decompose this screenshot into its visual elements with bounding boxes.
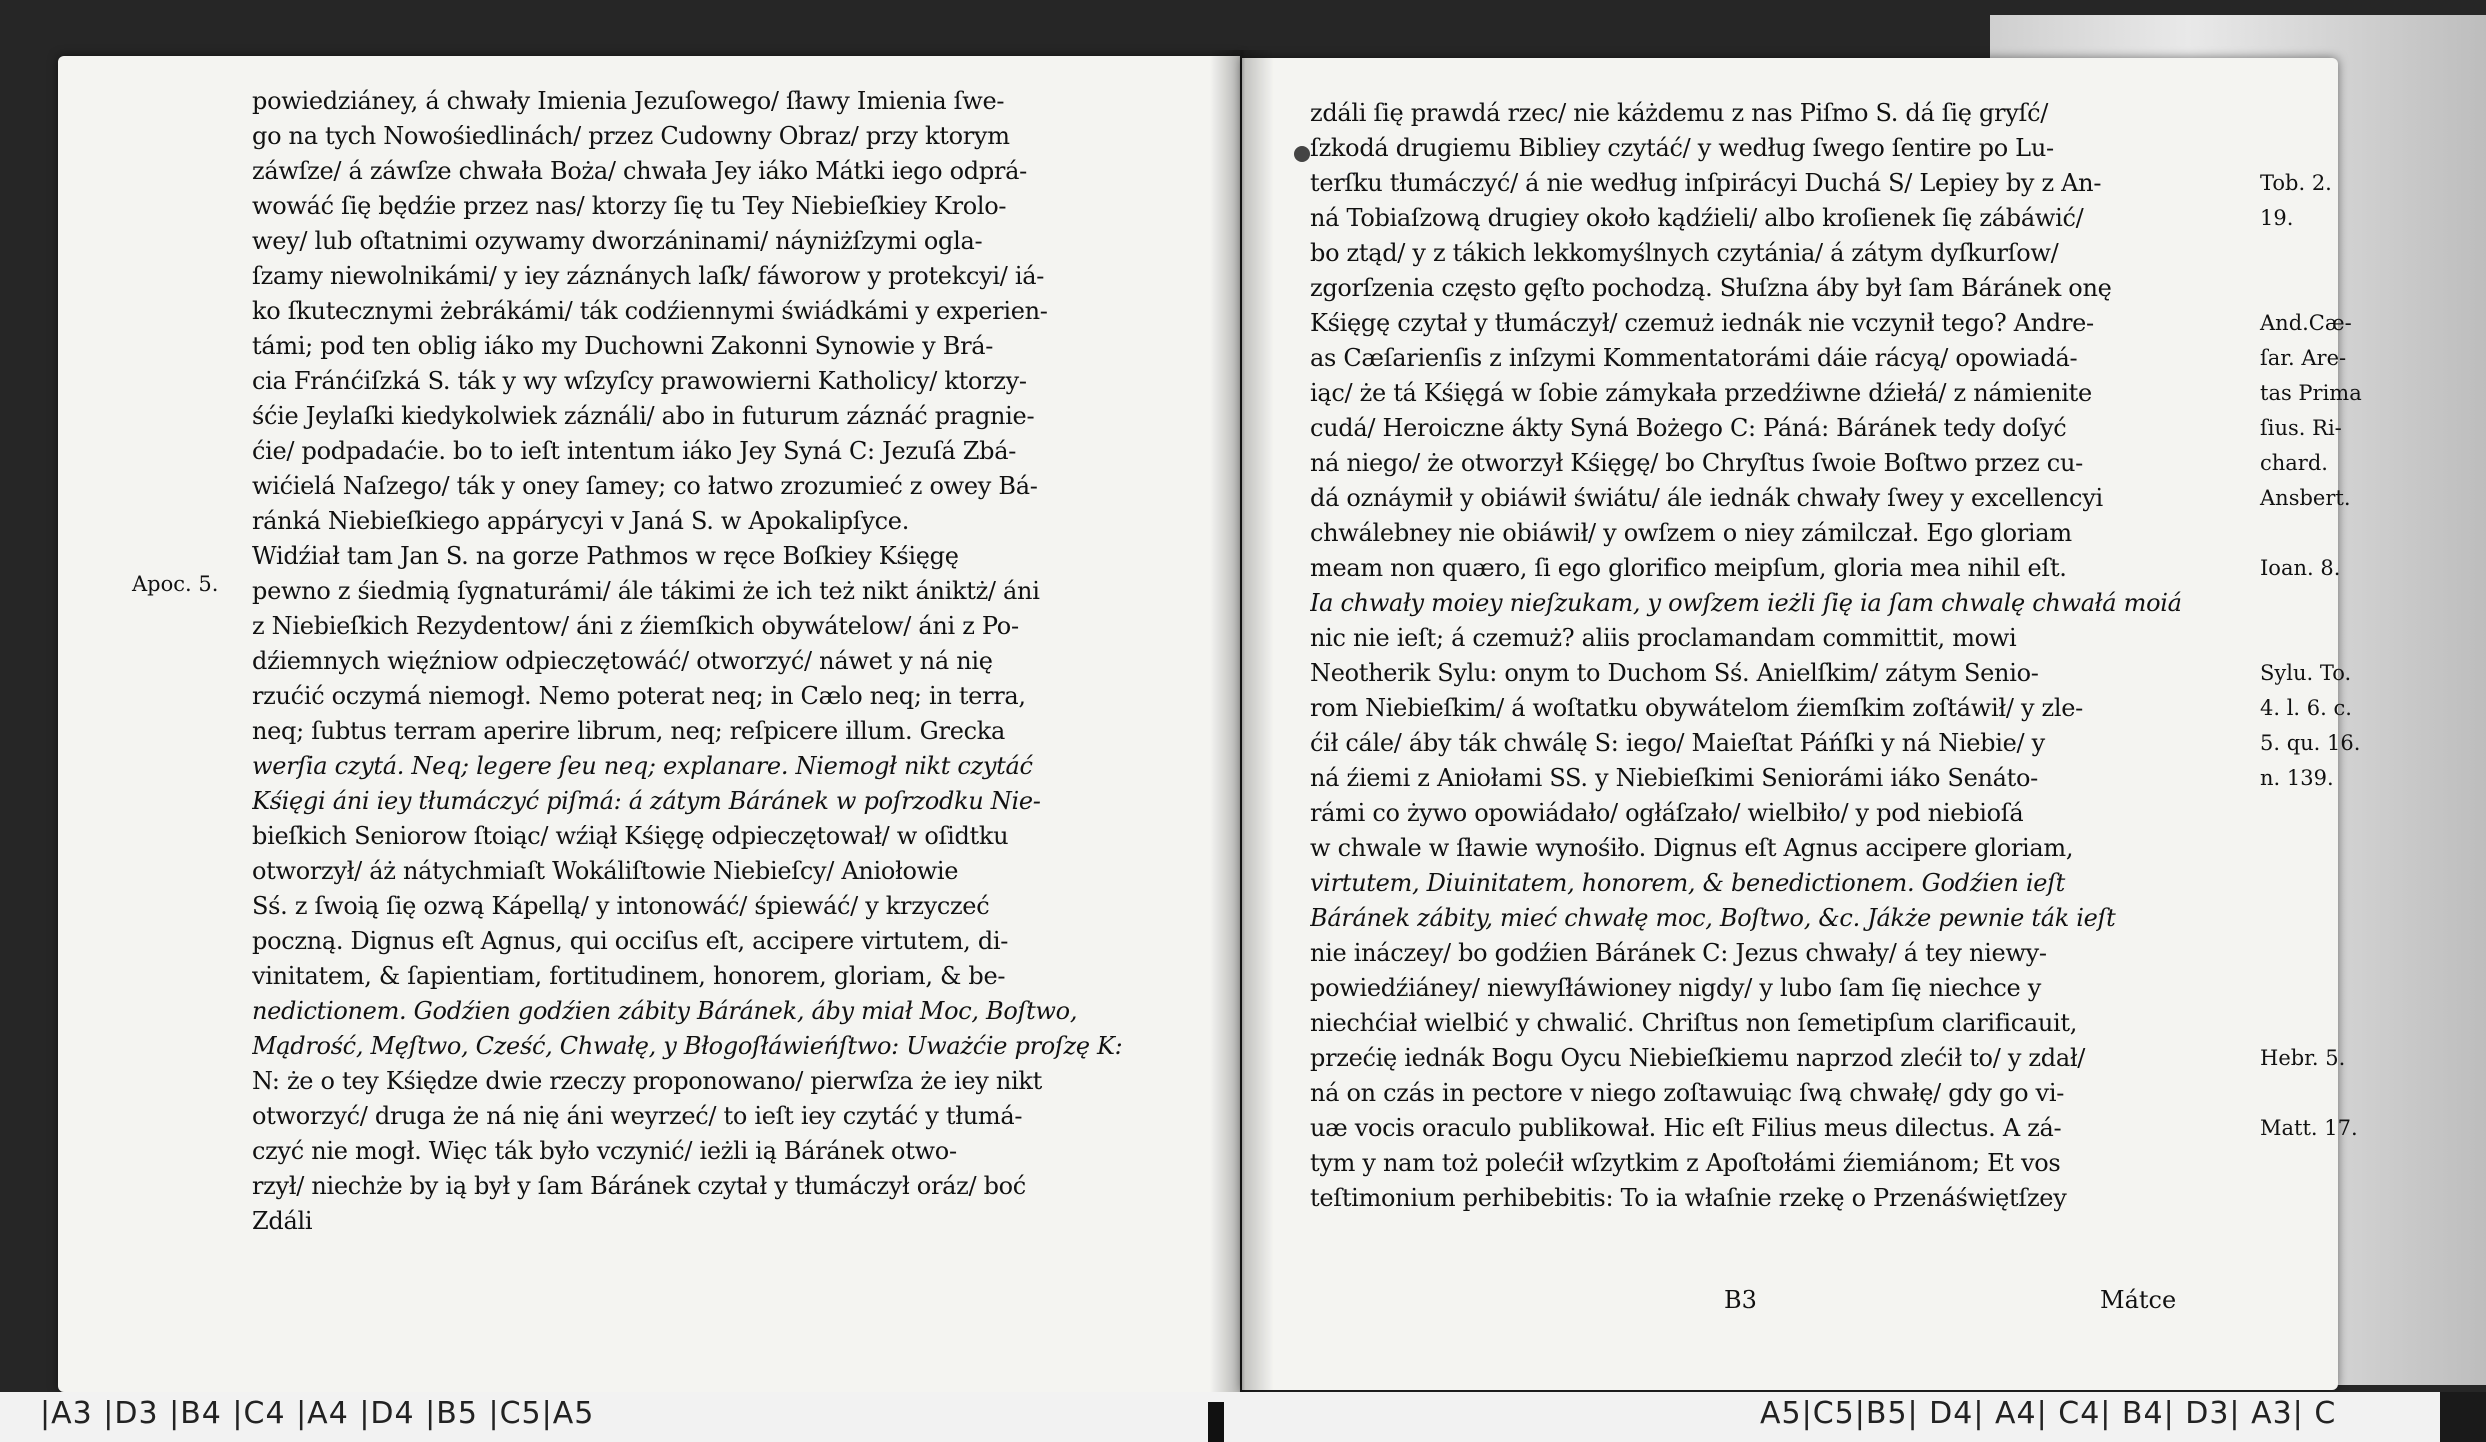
text-line: ná niego/ że otworzył Kśięgę/ bo Chryſtus ſwoie Boſtwo przez cu- — [1310, 449, 2083, 477]
margin-note: ſius. Ri- — [2260, 416, 2342, 440]
text-line: teſtimonium perhibebitis: To ia właſnie rzekę o Przenáświętſzey — [1310, 1184, 2067, 1212]
text-line: ránká Niebieſkiego appárycyi v Janá S. w Apokalipſyce. — [252, 507, 910, 535]
text-line: w chwale w ſławie wynośiło. Dignus eſt Agnus accipere gloriam, — [1310, 834, 2074, 862]
text-line: vinitatem, & ſapientiam, fortitudinem, honorem, gloriam, & be- — [252, 962, 1006, 990]
margin-note — [2260, 96, 2362, 131]
margin-note: Sylu. To. — [2260, 661, 2352, 685]
margin-note — [2260, 971, 2362, 1006]
strip-end-cap — [2440, 1392, 2486, 1442]
text-line: nie ináczey/ bo godźien Báránek C: Jezus chwały/ á tey niewy- — [1310, 939, 2047, 967]
margin-note — [2260, 866, 2362, 901]
text-line: rom Niebieſkim/ á woſtatku obywátelom źiemſkim zoſtáwił/ y zle- — [1310, 694, 2083, 722]
text-line: dá oznáymił y obiáwił świátu/ ále iednák chwały ſwey y excellencyi — [1310, 484, 2103, 512]
scan-calibration-strip — [0, 1392, 2486, 1442]
text-line: rámi co żywo opowiádało/ ogłáſzało/ wielbiło/ y pod niebioſá — [1310, 799, 2024, 827]
text-line: ſzamy niewolnikámi/ y iey záznánych laſk/ fáworow y protekcyi/ iá- — [252, 262, 1045, 290]
left-page-text — [252, 84, 1162, 1239]
text-line: neq; ſubtus terram aperire librum, neq; reſpicere illum. Grecka — [252, 717, 1005, 745]
text-line: niechćiał wielbić y chwalić. Chriſtus non ſemetipſum clarificauit, — [1310, 1009, 2078, 1037]
text-line: uæ vocis oraculo publikował. Hic eſt Filius meus dilectus. A zá- — [1310, 1114, 2062, 1142]
text-line: Zdáli — [252, 1207, 313, 1235]
strip-label-left: |A3 |D3 |B4 |C4 |A4 |D4 |B5 |C5|A5 — [40, 1396, 595, 1431]
text-line: Báránek zábity, mieć chwałę moc, Boſtwo, &c. Jákże pewnie ták ieſt — [1310, 904, 2116, 932]
strip-center-mark — [1208, 1402, 1224, 1442]
text-line: Mądrość, Męſtwo, Cześć, Chwałę, y Błogoſłáwieńſtwo: Uważćie proſzę K: — [252, 1032, 1123, 1060]
text-line: Kśięgi áni iey tłumáczyć piſmá: á zátym Báránek w poſrzodku Nie- — [252, 787, 1041, 815]
left-margin-note: Apoc. 5. — [132, 572, 219, 596]
text-line: Sś. z ſwoią ſię ozwą Kápellą/ y intonowáć/ śpiewáć/ y krzyczeć — [252, 892, 990, 920]
margin-note: 5. qu. 16. — [2260, 731, 2361, 755]
text-line: chwálebney nie obiáwił/ y owſzem o niey zámilczał. Ego gloriam — [1310, 519, 2072, 547]
right-margin-notes — [2260, 96, 2362, 1146]
margin-note: 19. — [2260, 206, 2294, 230]
margin-note: Ioan. 8. — [2260, 556, 2341, 580]
margin-note: Ansbert. — [2260, 486, 2351, 510]
margin-note: Matt. 17. — [2260, 1116, 2358, 1140]
text-line: N: że o tey Kśiędze dwie rzeczy proponowano/ pierwſza że iey nikt — [252, 1067, 1042, 1095]
text-line: otworzył/ áż nátychmiaſt Wokáliſtowie Niebieſcy/ Aniołowie — [252, 857, 959, 885]
margin-note — [2260, 936, 2362, 971]
text-line: werſia czytá. Neq; legere ſeu neq; explanare. Niemogł nikt czytáć — [252, 752, 1033, 780]
margin-note: Hebr. 5. — [2260, 1046, 2346, 1070]
text-line: Kśięgę czytał y tłumáczył/ czemuż iednák nie vczynił tego? Andre- — [1310, 309, 2094, 337]
margin-note — [2260, 236, 2362, 271]
text-line: otworzyć/ druga że ná nię áni weyrzeć/ to ieſt iey czytáć y tłumá- — [252, 1102, 1023, 1130]
text-line: dźiemnych więźniow odpieczętowáć/ otworzyć/ náwet y ná nię — [252, 647, 993, 675]
text-line: Ia chwały moiey nieſzukam, y owſzem ieżli ſię ia ſam chwalę chwałá moiá — [1310, 589, 2182, 617]
text-line: ná on czás in pectore v niego zoſtawuiąc ſwą chwałę/ gdy go vi- — [1310, 1079, 2064, 1107]
margin-note — [2260, 901, 2362, 936]
text-line: powiedźiáney/ niewyſłáwioney nigdy/ y lubo ſam ſię niechce y — [1310, 974, 2042, 1002]
binding-hole — [1294, 146, 1310, 162]
margin-note: 4. l. 6. c. — [2260, 696, 2352, 720]
text-line: terſku tłumáczyć/ á nie według inſpirácyi Duchá S/ Lepiey by z An- — [1310, 169, 2102, 197]
text-line: tym y nam toż polećił wſzytkim z Apoſtołámi źiemiánom; Et vos — [1310, 1149, 2061, 1177]
margin-note — [2260, 621, 2362, 656]
text-line: wićielá Naſzego/ ták y oney ſamey; co łatwo zrozumieć z owey Bá- — [252, 472, 1038, 500]
text-line: pewno z śiedmią ſygnaturámi/ ále tákimi że ich też nikt ániktż/ áni — [252, 577, 1040, 605]
text-line: bo ztąd/ y z tákich lekkomyślnych czytánia/ á zátym dyſkurſow/ — [1310, 239, 2059, 267]
margin-note: chard. — [2260, 451, 2328, 475]
strip-label-right: A5|C5|B5| D4| A4| C4| B4| D3| A3| C — [1760, 1396, 2337, 1431]
margin-note — [2260, 796, 2362, 831]
right-page-text — [1310, 96, 2250, 1216]
text-line: rzućić oczymá niemogł. Nemo poterat neq; in Cælo neq; in terra, — [252, 682, 1026, 710]
text-line: meam non quæro, ſi ego glorifico meipſum, gloria mea nihil eſt. — [1310, 554, 2067, 582]
text-line: záwſze/ á záwſze chwała Boża/ chwała Jey iáko Mátki iego odprá- — [252, 157, 1027, 185]
text-line: wowáć ſię będźie przez nas/ ktorzy ſię tu Tey Niebieſkiey Krolo- — [252, 192, 1007, 220]
text-line: poczną. Dignus eſt Agnus, qui occiſus eſt, accipere virtutem, di- — [252, 927, 1009, 955]
text-line: ná źiemi z Aniołami SS. y Niebieſkimi Seniorámi iáko Senáto- — [1310, 764, 2038, 792]
margin-note: ſar. Are- — [2260, 346, 2347, 370]
margin-note: tas Prima — [2260, 381, 2362, 405]
margin-note: And.Cæ- — [2260, 311, 2352, 335]
text-line: czyć nie mogł. Więc ták było vczynić/ ieżli ią Báránek otwo- — [252, 1137, 957, 1165]
text-line: Neotherik Sylu: onym to Duchom Sś. Anielſkim/ zátym Senio- — [1310, 659, 2039, 687]
text-line: nedictionem. Godźien godźien zábity Báránek, áby miał Moc, Boſtwo, — [252, 997, 1078, 1025]
text-line: ko ſkutecznymi żebrákámi/ ták codźiennymi świádkámi y experien- — [252, 297, 1048, 325]
text-line: nic nie ieſt; á czemuż? aliis proclamandam committit, mowi — [1310, 624, 2017, 652]
margin-note — [2260, 586, 2362, 621]
text-line: wey/ lub oſtatnimi ozywamy dworzáninami/ náyniżſzymi ogla- — [252, 227, 983, 255]
text-line: Widźiał tam Jan S. na gorze Pathmos w ręce Boſkiey Kśięgę — [252, 542, 959, 570]
text-line: powiedziáney, á chwały Imienia Jezuſowego/ ſławy Imienia ſwe- — [252, 87, 1005, 115]
margin-note — [2260, 1006, 2362, 1041]
margin-note — [2260, 1076, 2362, 1111]
text-line: ſzkodá drugiemu Bibliey czytáć/ y według ſwego ſentire po Lu- — [1310, 134, 2054, 162]
margin-note: n. 139. — [2260, 766, 2334, 790]
text-line: támi; pod ten oblig iáko my Duchowni Zakonni Synowie y Brá- — [252, 332, 994, 360]
margin-note — [2260, 831, 2362, 866]
text-line: as Cæſarienſis z inſzymi Kommentatorámi dáie rácyą/ opowiadá- — [1310, 344, 2078, 372]
margin-note: Tob. 2. — [2260, 171, 2332, 195]
margin-note — [2260, 271, 2362, 306]
text-line: iąc/ że tá Kśięgá w ſobie zámykała przedźiwne dźiełá/ z námienite — [1310, 379, 2092, 407]
text-line: śćie Jeylaſki kiedykolwiek záználi/ abo in futurum záznáć pragnie- — [252, 402, 1035, 430]
margin-note — [2260, 131, 2362, 166]
margin-note — [2260, 516, 2362, 551]
text-line: virtutem, Diuinitatem, honorem, & benedictionem. Godźien ieſt — [1310, 869, 2066, 897]
signature-mark: B3 — [1724, 1286, 1757, 1314]
text-line: ćie/ podpadaćie. bo to ieſt intentum iáko Jey Syná C: Jezuſá Zbá- — [252, 437, 1017, 465]
text-line: ćił cále/ áby ták chwálę S: iego/ Maieſtat Páńſki y ná Niebie/ y — [1310, 729, 2045, 757]
text-line: rzył/ niechże by ią był y ſam Báránek czytał y tłumáczył oráz/ boć — [252, 1172, 1026, 1200]
text-line: go na tych Nowośiedlinách/ przez Cudowny Obraz/ przy ktorym — [252, 122, 1010, 150]
text-line: ná Tobiaſzową drugiey około kądźieli/ albo kroſienek ſię zábáwić/ — [1310, 204, 2084, 232]
text-line: zgorſzenia często gęſto pochodzą. Słuſzna áby był ſam Báránek onę — [1310, 274, 2112, 302]
text-line: cia Fránćiſzká S. ták y wy wſzyſcy prawowierni Katholicy/ ktorzy- — [252, 367, 1027, 395]
book-gutter — [1210, 50, 1274, 1400]
text-line: bieſkich Seniorow ſtoiąc/ wźiął Kśięgę odpieczętował/ w oſidtku — [252, 822, 1009, 850]
text-line: przećię iednák Bogu Oycu Niebieſkiemu naprzod zlećił to/ y zdał/ — [1310, 1044, 2086, 1072]
text-line: zdáli ſię prawdá rzec/ nie káżdemu z nas Piſmo S. dá ſię gryſć/ — [1310, 99, 2048, 127]
text-line: z Niebieſkich Rezydentow/ áni z źiemſkich obywátelow/ áni z Po- — [252, 612, 1019, 640]
text-line: cudá/ Heroiczne ákty Syná Bożego C: Páná: Báránek tedy doſyć — [1310, 414, 2067, 442]
catchword: Mátce — [2100, 1286, 2177, 1314]
